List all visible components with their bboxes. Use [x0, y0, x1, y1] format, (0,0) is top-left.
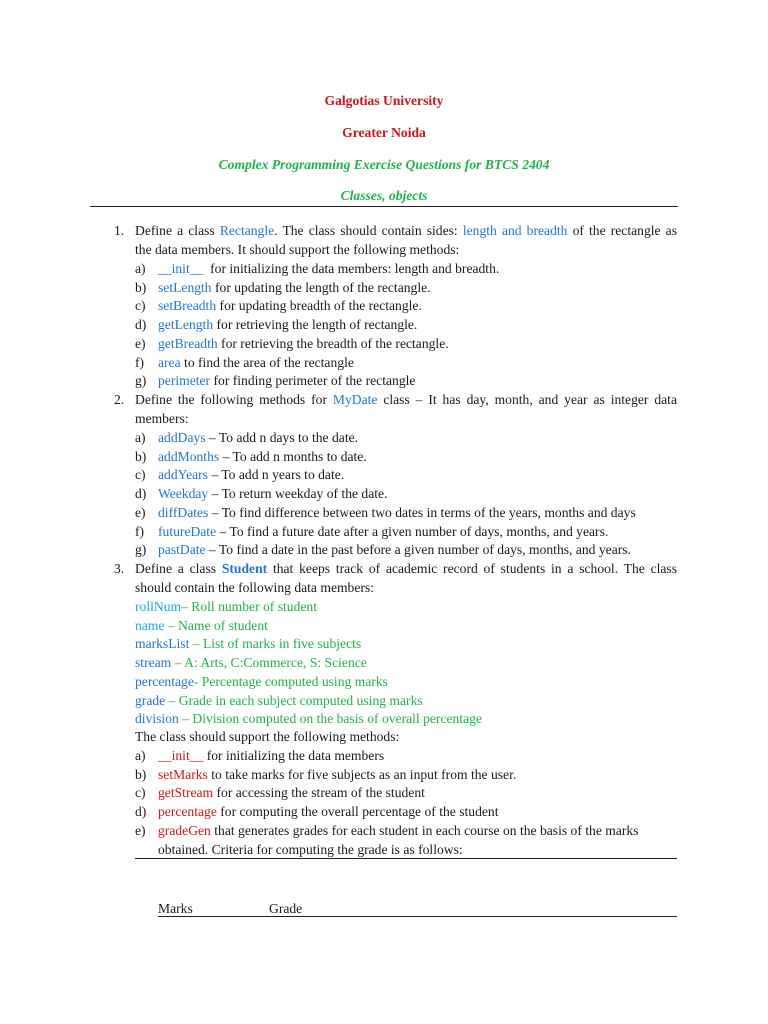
method-name: percentage — [158, 804, 217, 820]
method-description: – To add n days to the date. — [205, 430, 359, 445]
list-item — [158, 315, 417, 334]
data-member-item — [135, 616, 268, 635]
list-item-letter: g) — [135, 542, 147, 558]
method-description: that generates grades for each student in each course on the basis of the marks — [210, 822, 639, 838]
list-item-letter: b) — [135, 766, 147, 782]
data-member-name: stream — [135, 655, 172, 671]
method-name: addMonths — [158, 448, 220, 464]
method-name: getBreadth — [158, 335, 218, 351]
list-item — [158, 447, 367, 466]
list-item-letter: d) — [135, 317, 147, 333]
section-rule — [135, 858, 677, 859]
q3-methods-intro: The class should support the following methods: — [135, 729, 400, 744]
method-description: for retrieving the length of rectangle. — [213, 317, 418, 333]
list-item — [158, 783, 425, 802]
method-name: __init__ — [158, 748, 204, 763]
list-item-letter: c) — [135, 785, 146, 801]
method-name: getStream — [158, 785, 214, 801]
method-name: Weekday — [158, 486, 209, 502]
method-name: diffDates — [158, 504, 209, 520]
method-name: setBreadth — [158, 298, 217, 314]
question-number: 2. — [114, 392, 125, 407]
q1-line1: Define a class Rectangle. The class should contain sides: length and breadth of the rectangle as — [135, 223, 677, 238]
method-name: addYears — [158, 467, 208, 483]
topic-title: Classes, objects — [340, 188, 428, 203]
method-name: area — [158, 354, 181, 370]
data-member-item — [135, 634, 361, 653]
method-description: for accessing the stream of the student — [213, 785, 425, 801]
data-member-description: – A: Arts, C:Commerce, S: Science — [171, 655, 367, 671]
question-number: 1. — [114, 223, 125, 238]
list-item-letter: f) — [135, 523, 145, 539]
method-description: – To find a date in the past before a given number of days, months, and years. — [205, 542, 631, 558]
list-item-letter: b) — [135, 448, 147, 464]
list-item-letter: a) — [135, 261, 146, 276]
method-name: setMarks — [158, 766, 208, 782]
method-name: gradeGen — [158, 822, 211, 838]
q2-line1: Define the following methods for MyDate class – It has day, month, and year as integer data — [135, 392, 677, 407]
list-item — [158, 353, 354, 372]
data-member-item — [135, 653, 367, 672]
data-member-item — [135, 672, 388, 691]
q3-line1: Define a class Student that keeps track of academic record of students in a school. The class — [135, 561, 677, 576]
method-name: pastDate — [158, 542, 206, 558]
list-item-letter: d) — [135, 486, 147, 502]
table-header-grade: Grade — [269, 901, 303, 916]
list-item — [158, 259, 499, 278]
list-item-letter: c) — [135, 467, 146, 483]
list-item — [158, 334, 449, 353]
data-member-item — [135, 709, 482, 728]
list-item-letter: e) — [135, 504, 146, 520]
list-item — [158, 484, 387, 503]
data-member-name: name — [135, 617, 165, 633]
table-header-rule — [158, 916, 677, 917]
data-member-name: percentage — [135, 673, 194, 689]
method-name: futureDate — [158, 523, 217, 539]
data-member-description: – Grade in each subject computed using marks — [165, 692, 423, 708]
q2-line2: members: — [135, 411, 189, 426]
method-description: for initializing the data members: length and breadth. — [203, 261, 500, 276]
method-description: – To find a future date after a given number of days, months, and years. — [216, 523, 609, 539]
list-item — [158, 371, 415, 390]
data-member-item — [135, 691, 423, 710]
list-item — [158, 503, 636, 522]
method-name: setLength — [158, 279, 212, 295]
list-item-letter: b) — [135, 279, 147, 295]
list-item-letter: e) — [135, 822, 146, 838]
method-description: to take marks for five subjects as an input from the user. — [207, 766, 517, 782]
list-item — [158, 746, 384, 765]
method-description: – To add n months to date. — [219, 448, 367, 464]
list-item — [158, 765, 516, 784]
list-item-letter: c) — [135, 298, 146, 314]
list-item — [158, 821, 639, 840]
list-item — [158, 465, 344, 484]
list-item-letter: g) — [135, 373, 147, 389]
method-description: – To add n years to date. — [207, 467, 345, 483]
list-item-letter: f) — [135, 354, 145, 370]
method-name: getLength — [158, 317, 214, 333]
data-member-name: rollNum — [135, 599, 182, 614]
q1-line2: the data members. It should support the following methods: — [135, 242, 460, 257]
header-rule — [90, 206, 678, 207]
list-item — [158, 540, 631, 559]
method-name: __init__ — [158, 261, 204, 276]
data-member-name: grade — [135, 692, 166, 708]
list-item-letter: a) — [135, 430, 146, 445]
list-item — [158, 278, 431, 297]
table-header-marks: Marks — [158, 901, 193, 916]
city-title: Greater Noida — [342, 125, 426, 140]
question-number: 3. — [114, 561, 125, 576]
data-member-description: – Roll number of student — [181, 599, 318, 614]
method-description: for initializing the data members — [203, 748, 385, 763]
method-description: for computing the overall percentage of the student — [216, 804, 499, 820]
university-title: Galgotias University — [324, 93, 444, 108]
exercise-subtitle: Complex Programming Exercise Questions for BTCS 2404 — [218, 157, 550, 172]
method-description: for retrieving the breadth of the rectangle. — [217, 335, 449, 351]
list-item-letter: a) — [135, 748, 146, 763]
method-description: to find the area of the rectangle — [180, 354, 354, 370]
method-description: for updating the length of the rectangle. — [211, 279, 431, 295]
data-member-description: – List of marks in five subjects — [189, 636, 362, 652]
list-item — [158, 522, 608, 541]
data-member-name: division — [135, 711, 179, 727]
list-item-letter: d) — [135, 804, 147, 820]
method-name: perimeter — [158, 373, 211, 389]
method-name: addDays — [158, 430, 206, 445]
data-member-description: – Division computed on the basis of overall percentage — [178, 711, 482, 727]
q3-item-e-continuation: obtained. Criteria for computing the grade is as follows: — [158, 842, 463, 857]
data-member-item — [135, 597, 317, 616]
method-description: – To find difference between two dates in terms of the years, months and days — [208, 504, 636, 520]
list-item — [158, 802, 498, 821]
data-member-name: marksList — [135, 636, 190, 652]
method-description: – To return weekday of the date. — [208, 486, 388, 502]
list-item — [158, 428, 358, 447]
q3-line2: should contain the following data members: — [135, 580, 374, 595]
data-member-description: – Name of student — [164, 617, 268, 633]
data-member-description: - Percentage computed using marks — [193, 673, 388, 689]
method-description: for updating breadth of the rectangle. — [216, 298, 422, 314]
method-description: for finding perimeter of the rectangle — [210, 373, 416, 389]
list-item — [158, 296, 422, 315]
list-item-letter: e) — [135, 335, 146, 351]
